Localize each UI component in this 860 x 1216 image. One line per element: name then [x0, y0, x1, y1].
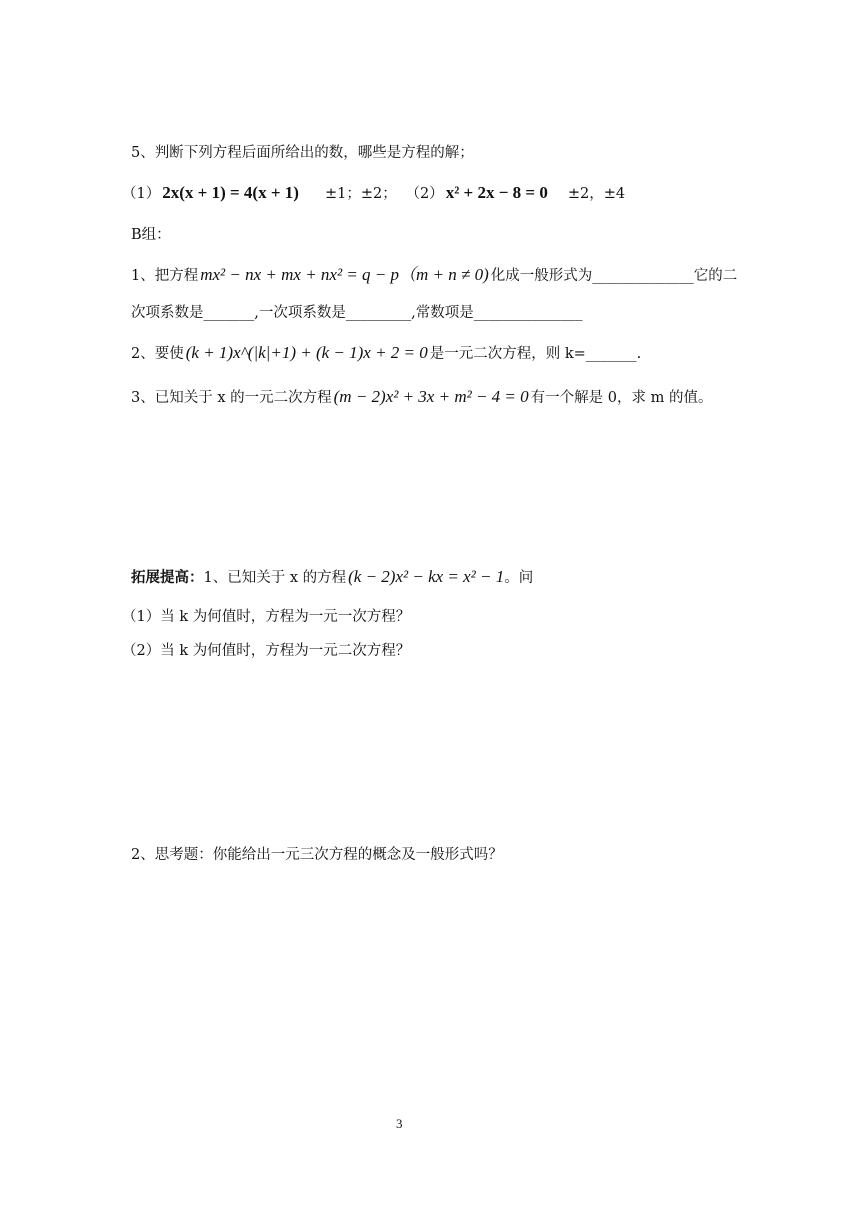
- q5-part2-equation: x² + 2x − 8 = 0: [445, 183, 548, 202]
- b-q2-blank-k[interactable]: _______: [585, 346, 637, 362]
- b-q1-blank-general-form[interactable]: ______________: [592, 268, 694, 284]
- b-q2-prefix: 2、要使: [131, 346, 184, 362]
- q5-parts: [122, 182, 625, 205]
- b-q1-prefix: 1、把方程: [131, 268, 199, 284]
- b-q1-condition: （m + n ≠ 0): [399, 265, 489, 284]
- b-q3-prefix: 3、已知关于 x 的一元二次方程: [131, 390, 332, 406]
- q5-part1-candidates: ±1；±2；: [324, 186, 397, 202]
- q5-part1-equation: 2x(x + 1) = 4(x + 1): [162, 183, 299, 202]
- ext-q1-prefix: 1、已知关于 x 的方程: [203, 570, 347, 586]
- group-b-heading: B组：: [131, 227, 171, 243]
- ext-q1-equation: (k − 2)x² − kx = x² − 1: [348, 567, 505, 586]
- b-q2: [131, 342, 641, 365]
- b-q1-line2: [131, 302, 582, 324]
- q5-part1-label: （1）: [122, 186, 161, 202]
- ext-q2: 2、思考题：你能给出一元三次方程的概念及一般形式吗？: [131, 847, 503, 863]
- ext-q1-suffix: 。问: [504, 570, 534, 586]
- b-q1-blank-linear-coef[interactable]: _________: [345, 305, 412, 321]
- b-q2-middle: 是一元二次方程，则 k=: [429, 346, 586, 362]
- q5-part2-candidates: ±2，±4: [567, 186, 626, 202]
- b-q1-suffix: 它的二: [693, 268, 738, 284]
- b-q1-quad-coef-label: 次项系数是: [131, 305, 204, 321]
- ext-q1-sub2: （2）当 k 为何值时，方程为一元二次方程？: [122, 643, 411, 659]
- ext-heading: 拓展提高：: [131, 569, 204, 586]
- b-q1-blank-constant[interactable]: _______________: [473, 305, 583, 321]
- b-q1-blank-quad-coef[interactable]: _______: [203, 305, 255, 321]
- b-q1-line1: [131, 264, 737, 287]
- b-q1-middle: 化成一般形式为: [490, 268, 593, 284]
- q5-part2-label: （2）: [412, 186, 444, 202]
- b-q2-end: .: [636, 346, 642, 362]
- page-number: 3: [396, 1116, 403, 1131]
- b-q1-linear-coef-label: ,一次项系数是: [254, 305, 346, 321]
- ext-q1: [131, 566, 533, 589]
- b-q2-equation: (k + 1)x^(|k|+1) + (k − 1)x + 2 = 0: [185, 343, 428, 362]
- b-q3-suffix: 有一个解是 0，求 m 的值。: [530, 390, 713, 406]
- b-q1-equation: mx² − nx + mx + nx² = q − p: [200, 265, 400, 284]
- b-q3: [131, 386, 712, 409]
- b-q3-equation: (m − 2)x² + 3x + m² − 4 = 0: [333, 387, 529, 406]
- b-q1-constant-label: ,常数项是: [411, 305, 474, 321]
- q5-title: 5、判断下列方程后面所给出的数，哪些是方程的解；: [131, 145, 474, 161]
- ext-q1-sub1: （1）当 k 为何值时，方程为一元一次方程？: [122, 609, 411, 625]
